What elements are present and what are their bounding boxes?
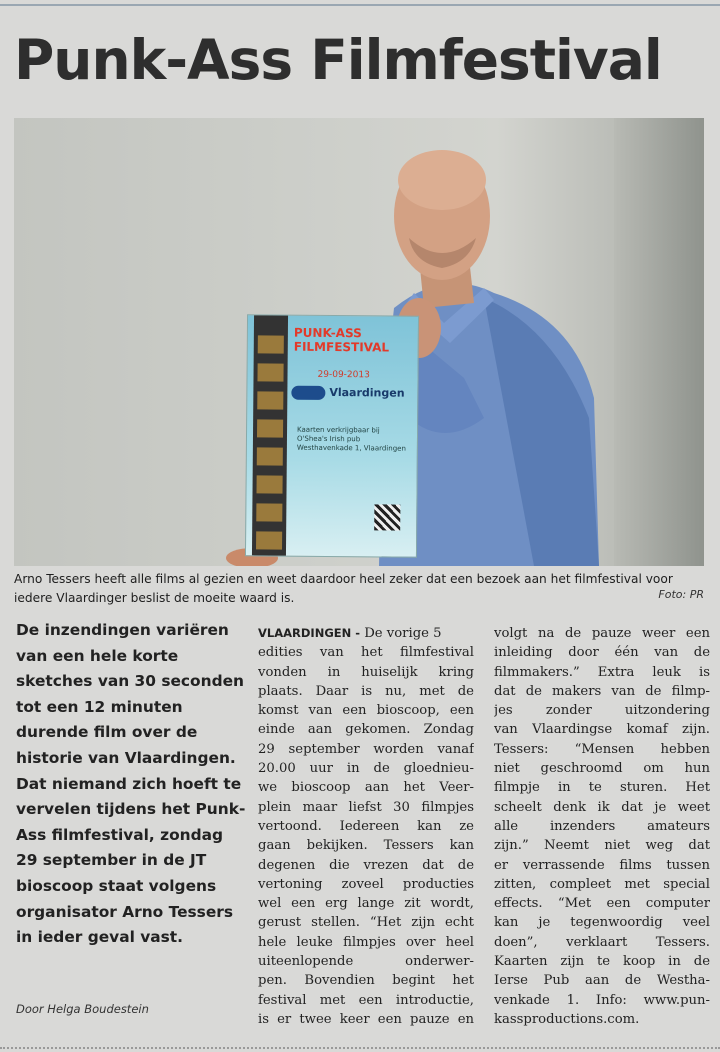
article-line: zitten, compleet met special bbox=[494, 876, 710, 892]
article-line: kan je tegenwoordig veel bbox=[494, 915, 710, 931]
article-line-text: De vorige 5 bbox=[360, 626, 442, 641]
dateline: VLAARDINGEN - bbox=[258, 626, 361, 640]
article-line: wel een erg lange zit wordt, bbox=[258, 896, 474, 912]
article-line: kassproductions.com. bbox=[494, 1011, 640, 1027]
article-line: 29 september worden vanaf bbox=[258, 741, 474, 757]
article-line: festival met een introductie, bbox=[258, 992, 474, 1008]
article-line: we bioscoop aan het Veer- bbox=[258, 780, 474, 796]
article-line: filmpje in te sturen. Het bbox=[494, 780, 710, 796]
article-line: venkade 1. Info: www.pun- bbox=[494, 992, 710, 1008]
article-line: vertoond. Iedereen kan ze bbox=[258, 818, 474, 834]
article-line: einde aan gekomen. Zondag bbox=[258, 722, 474, 738]
article-line: vonden in huiselijk kring bbox=[258, 664, 474, 680]
article-line: is er twee keer een pauze en bbox=[258, 1011, 474, 1027]
article-line: plein maar liefst 30 filmpjes bbox=[258, 799, 474, 815]
article-column-2 bbox=[494, 624, 710, 1029]
article-line: degenen die vrezen dat de bbox=[258, 857, 474, 873]
article-line: Tessers: “Mensen hebben bbox=[494, 741, 710, 757]
poster-city: Vlaardingen bbox=[329, 385, 405, 400]
article-line: effects. “Met een computer bbox=[494, 896, 710, 912]
qr-code-icon bbox=[374, 504, 400, 530]
poster-date: 29-09-2013 bbox=[317, 369, 370, 381]
photo-credit: Foto: PR bbox=[658, 588, 704, 601]
top-rule bbox=[0, 4, 720, 6]
jt-logo bbox=[291, 386, 325, 400]
article-line: jes zonder uitzondering bbox=[494, 703, 710, 719]
article-line: Kaarten zijn te koop in de bbox=[494, 954, 710, 970]
article-line: edities van het filmfestival bbox=[258, 645, 474, 661]
byline: Door Helga Boudestein bbox=[16, 1002, 149, 1016]
article-line: er verrassende films tussen bbox=[494, 857, 710, 873]
article-line: scheelt denk ik dat je weet bbox=[494, 799, 710, 815]
poster-info: Kaarten verkrijgbaar bij O'Shea's Irish pub Westhavenkade 1, Vlaardingen bbox=[296, 425, 406, 453]
intro-paragraph: De inzendingen variëren van een hele korte sketches van 30 seconden tot een 12 minuten durende film over de historie van Vlaardingen. Dat niemand zich hoeft te vervelen tijdens het Punk-Ass filmfestival, zondag 29 september in de JT bioscoop staat volgens organisator Arno Tessers in ieder geval vast. bbox=[16, 621, 246, 947]
bottom-rule bbox=[0, 1047, 720, 1050]
article-line: komst van een bioscoop, een bbox=[258, 703, 474, 719]
article-line: dat de makers van de filmp- bbox=[494, 683, 710, 699]
article-line: alle inzenders amateurs bbox=[494, 818, 710, 834]
filmstrip-graphic bbox=[252, 315, 288, 555]
article-line: doen”, verklaart Tessers. bbox=[494, 934, 710, 950]
poster-title: PUNK-ASS FILMFESTIVAL bbox=[293, 325, 390, 355]
photo-caption: Arno Tessers heeft alle films al gezien en weet daardoor heel zeker dat een bezoek aan het filmfestival voor iedere Vlaardinger beslist de moeite waard is. bbox=[14, 572, 673, 605]
article-line: hele leuke filmpjes over heel bbox=[258, 934, 474, 950]
article-line: zijn.” Neemt niet weg dat bbox=[494, 838, 710, 854]
article-column-1 bbox=[258, 624, 474, 1029]
headline: Punk-Ass Filmfestival bbox=[14, 28, 662, 92]
article-line bbox=[258, 624, 474, 643]
article-line: filmmakers.” Extra leuk is bbox=[494, 664, 710, 680]
article-line: plaats. Daar is nu, met de bbox=[258, 683, 474, 699]
article-line: 20.00 uur in de gloednieu- bbox=[258, 761, 474, 777]
festival-poster bbox=[245, 314, 419, 557]
article-line: volgt na de pauze weer een bbox=[494, 626, 710, 641]
article-photo bbox=[14, 118, 704, 566]
article-line: vertoning zoveel producties bbox=[258, 876, 474, 892]
article-line: gaan bekijken. Tessers kan bbox=[258, 838, 474, 854]
article-line: uiteenlopende onderwer- bbox=[258, 954, 474, 970]
article-line: inleiding door één van de bbox=[494, 645, 710, 661]
article-line: Ierse Pub aan de Westha- bbox=[494, 973, 710, 989]
article-line: pen. Bovendien begint het bbox=[258, 973, 474, 989]
article-line: niet geschroomd om hun bbox=[494, 761, 710, 777]
article-line: gerust stellen. “Het zijn echt bbox=[258, 915, 474, 931]
article-line: van Vlaardingse komaf zijn. bbox=[494, 722, 710, 738]
